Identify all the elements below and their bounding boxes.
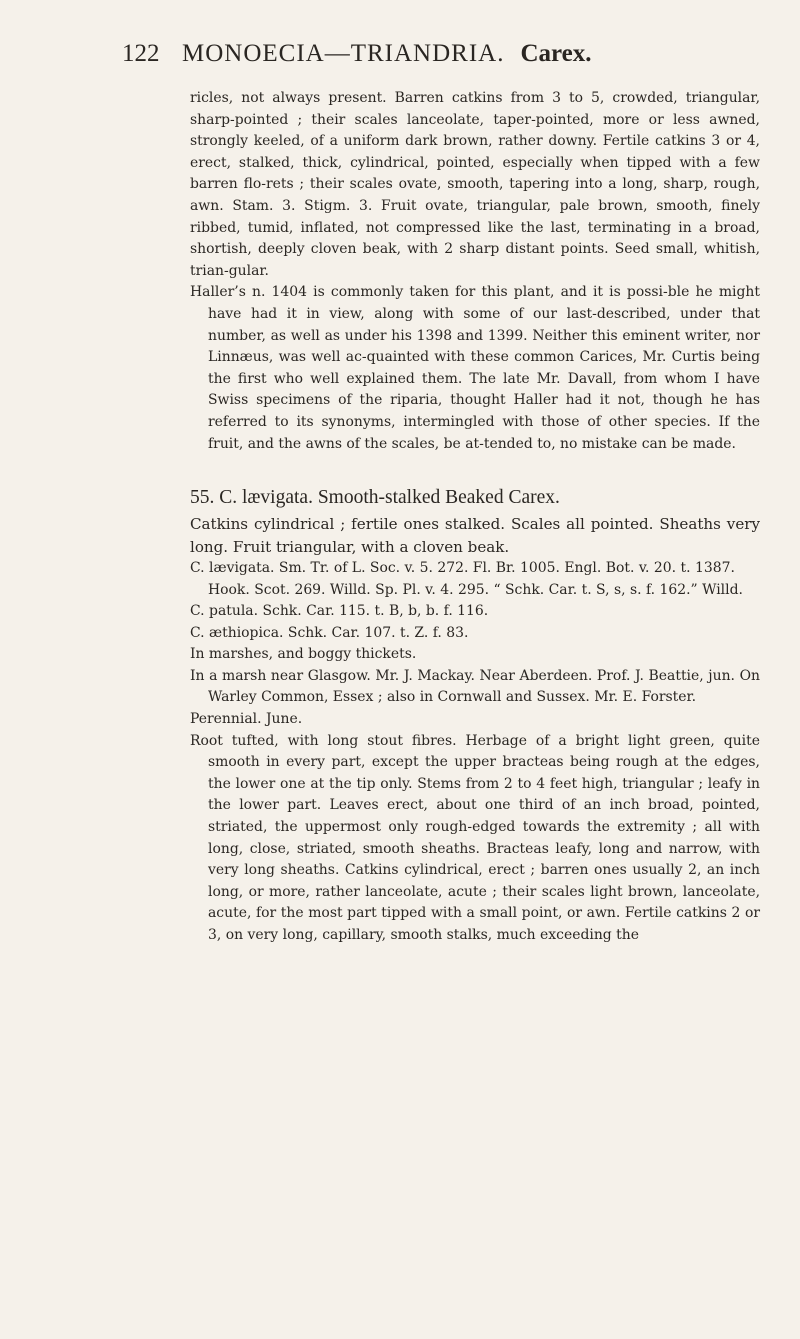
- para-root-description: Root tufted, with long stout fibres. Herbage of a bright light green, quite smooth in every part, except the upper bracteas being rough at the edges, the lower one at the tip only. Stems from 2 to 4 feet high, triangular ; leafy in the lower part. Leaves erect, about one third of an inch broad, pointed, striated, the uppermost only rough-edged towards the extremity ; all with long, close, striated, smooth sheaths. Bracteas leafy, long and narrow, with very long sheaths. Catkins cylindrical, erect ; barren ones usually 2, an inch long, or more, rather lanceolate, acute ; their scales light brown, lanceolate, acute, for the most part tipped with a small point, or awn. Fertile catkins 2 or 3, on very long, capillary, smooth stalks, much exceeding the: [190, 732, 760, 943]
- running-header: [122, 40, 762, 80]
- synonyms: [190, 558, 760, 644]
- locality: In a marsh near Glasgow. Mr. J. Mackay. Near Aberdeen. Prof. J. Beattie, jun. On Warley Common, Essex ; also in Cornwall and Sussex. Mr. E. Forster.: [190, 667, 760, 706]
- species-diagnosis: Catkins cylindrical ; fertile ones stalked. Scales all pointed. Sheaths very long. Fruit triangular, with a cloven beak.: [190, 515, 760, 556]
- page-text: [190, 88, 760, 947]
- synonym-line: C. patula. Schk. Car. 115. t. B, b, b. f. 116.: [190, 603, 489, 620]
- species-heading: 55. C. lævigata. Smooth-stalked Beaked Carex.: [190, 487, 560, 509]
- section-title: MONOECIA—TRIANDRIA.: [182, 40, 505, 67]
- synonym-line: C. lævigata. Sm. Tr. of L. Soc. v. 5. 272. Fl. Br. 1005. Engl. Bot. v. 20. t. 1387. Hook. Scot. 269. Willd. Sp. Pl. v. 4. 295. “ Schk. Car. t. S, s, s. f. 162.” Willd.: [190, 559, 743, 598]
- synonym-line: C. æthiopica. Schk. Car. 107. t. Z. f. 83.: [190, 624, 469, 641]
- para-description-end: ricles, not always present. Barren catkins from 3 to 5, crowded, triangular, sharp-pointed ; their scales lanceolate, taper-pointed, more or less awned, strongly keeled, of a uniform dark brown, rather downy. Fertile catkins 3 or 4, erect, stalked, thick, cylindrical, pointed, especially when tipped with a few barren flo-rets ; their scales ovate, smooth, tapering into a long, sharp, rough, awn. Stam. 3. Stigm. 3. Fruit ovate, triangular, pale brown, smooth, finely ribbed, tumid, inflated, not compressed like the last, terminating in a broad, shortish, deeply cloven beak, with 2 sharp distant points. Seed small, whitish, trian-gular.: [190, 90, 760, 279]
- page-number: 122: [122, 40, 160, 67]
- habitat: In marshes, and boggy thickets.: [190, 646, 417, 663]
- para-haller-note: Haller’s n. 1404 is commonly taken for this plant, and it is possi-ble he might have had it in view, along with some of our last-described, under that number, as well as under his 1398 and 1399. Neither this eminent writer, nor Linnæus, was well ac-quainted with these common Carices, Mr. Curtis being the first who well explained them. The late Mr. Davall, from whom I have Swiss specimens of the riparia, thought Haller had it not, though he has referred to its synonyms, intermingled with those of other species. If the fruit, and the awns of the scales, be at-tended to, no mistake can be made.: [190, 284, 760, 452]
- spacer: [190, 455, 760, 477]
- duration: Perennial. June.: [190, 711, 303, 728]
- genus-title: Carex.: [520, 40, 592, 67]
